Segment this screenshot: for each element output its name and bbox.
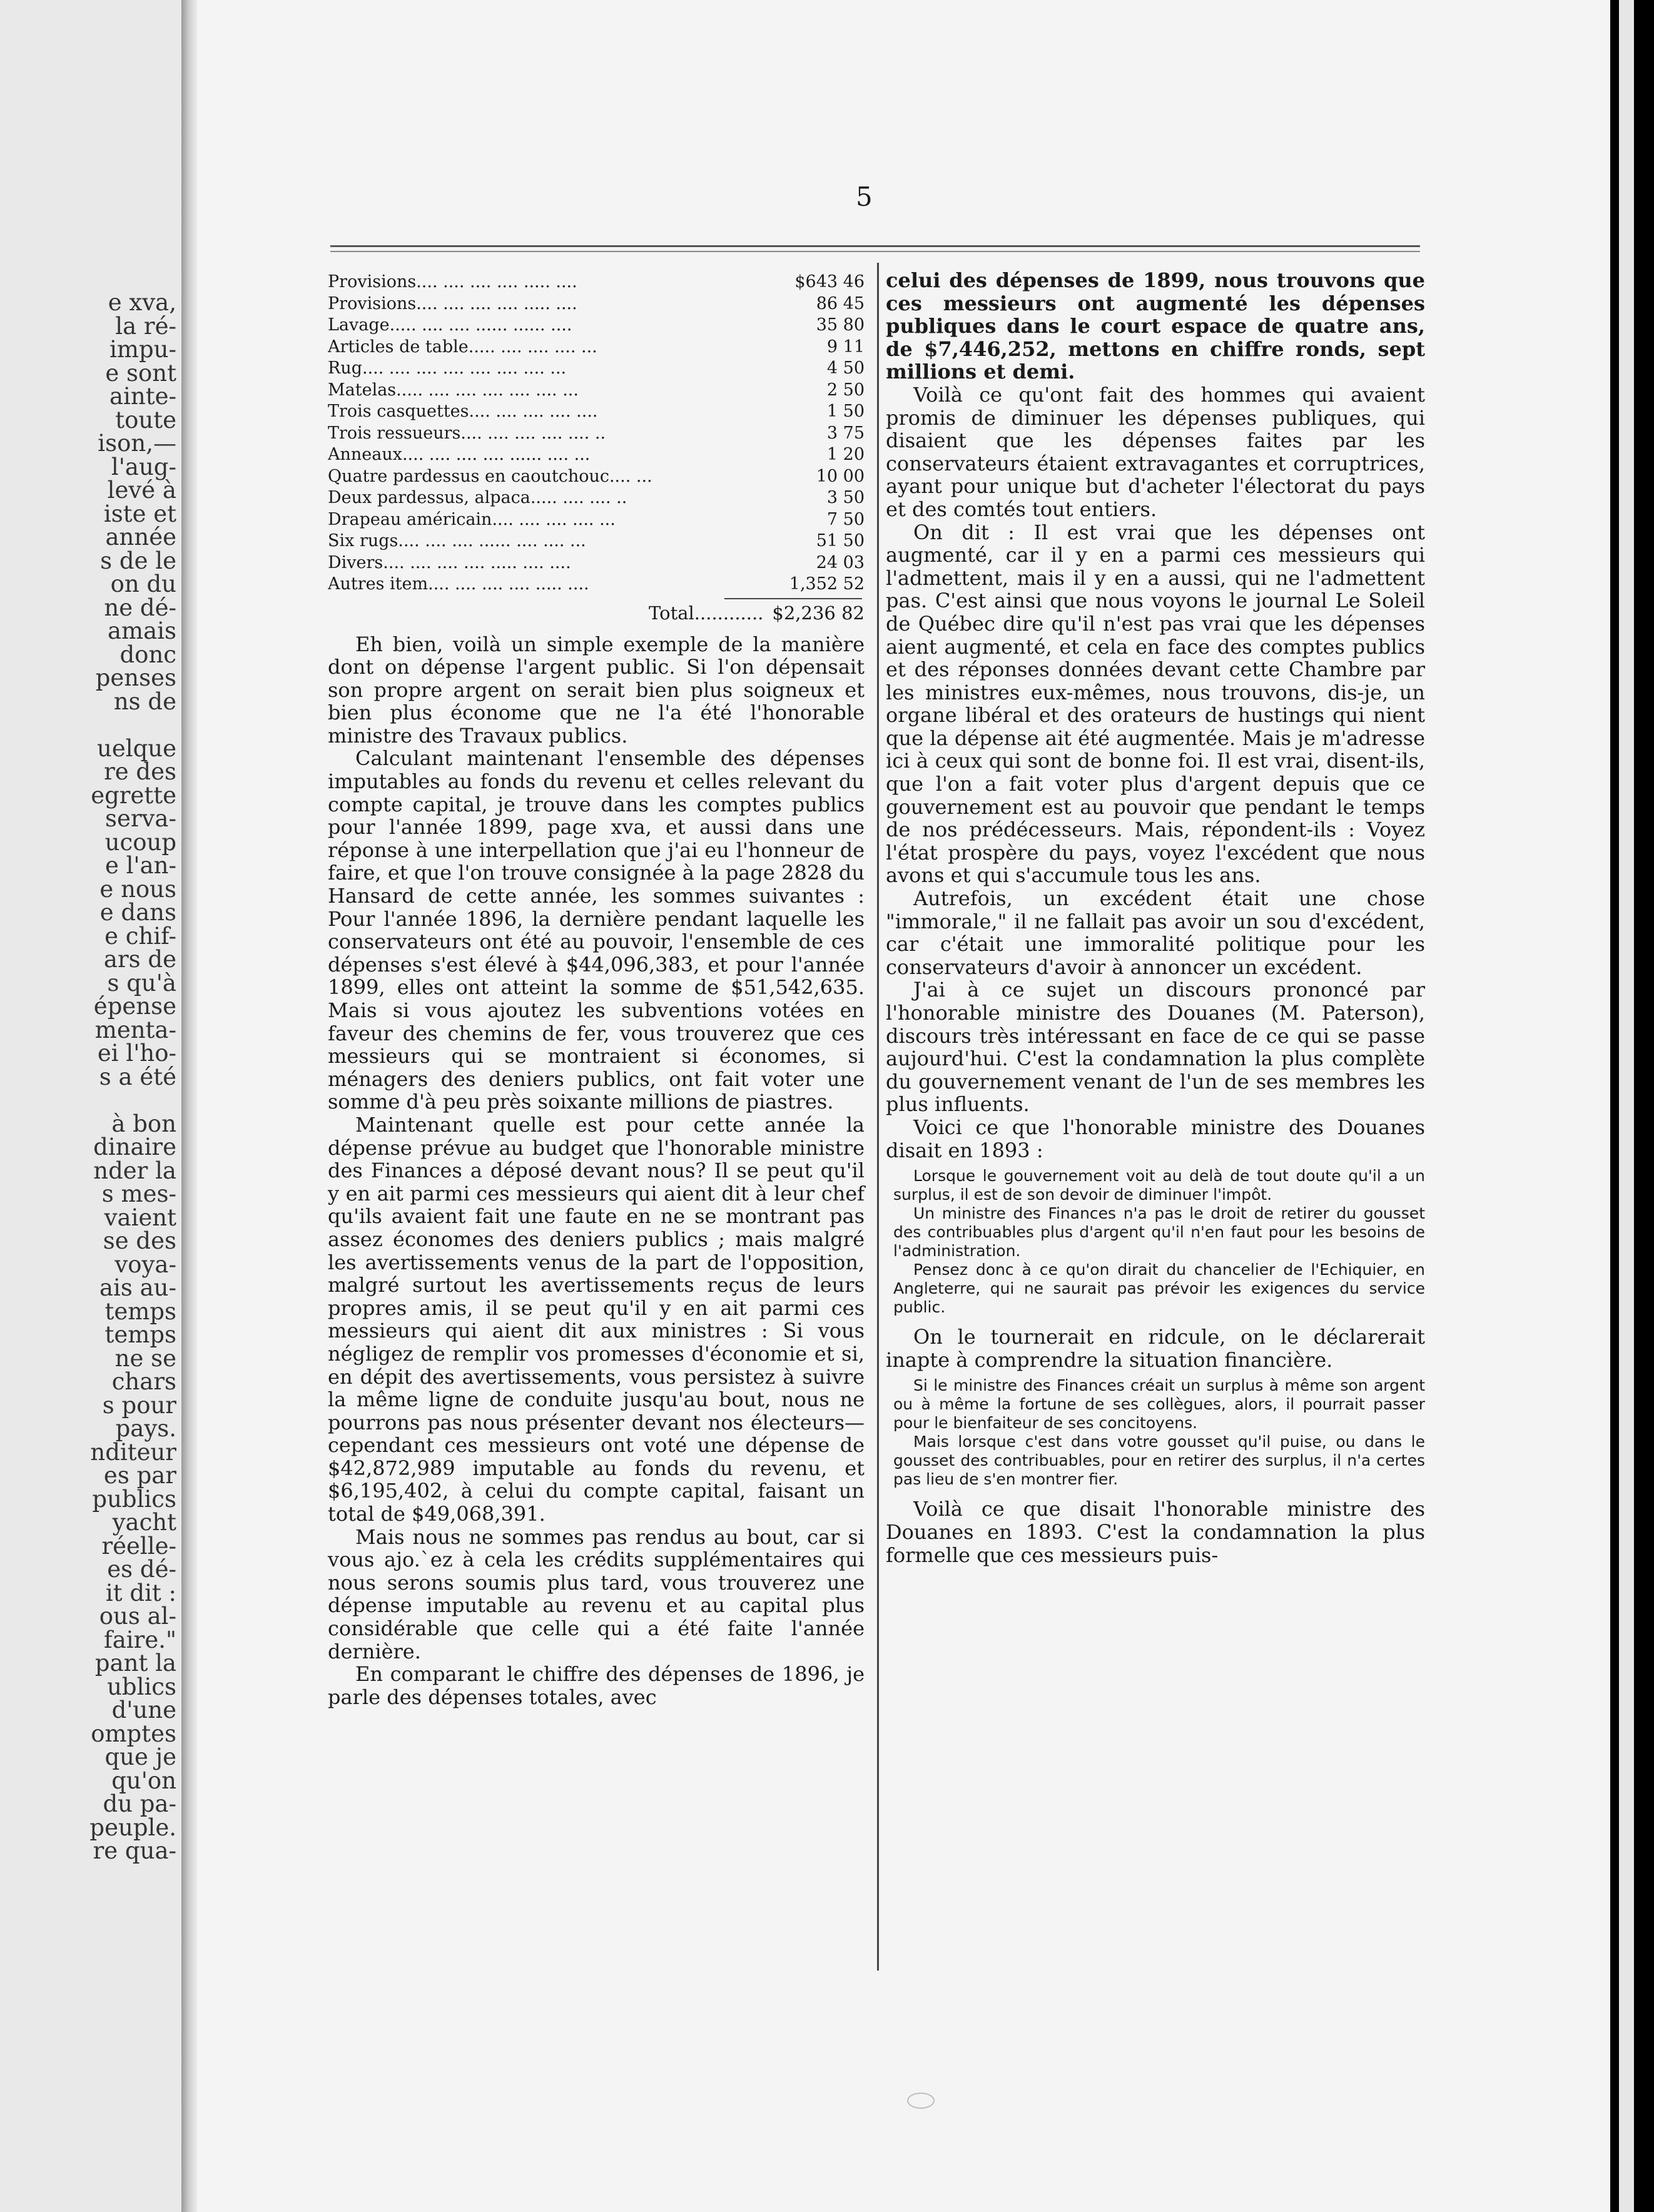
paragraph: Autrefois, un excédent était une chose "immorale," il ne fallait pas avoir un sou d'excédent, car c'était une immoralité politique pour les conservateurs d'avoir à annoncer un excédent. bbox=[886, 886, 1425, 979]
fragment-line: nder la bbox=[93, 1157, 176, 1184]
fragment-line bbox=[89, 1088, 176, 1112]
ledger-amount: 1 20 bbox=[826, 445, 865, 464]
fragment-line: pays. bbox=[115, 1415, 176, 1442]
fragment-line: épense bbox=[93, 993, 176, 1020]
fragment-line: ublics bbox=[107, 1673, 176, 1700]
ledger-item: Lavage..... .... .... ...... ...... .... bbox=[328, 315, 572, 335]
ledger-row bbox=[328, 444, 865, 466]
fragment-line: à bon bbox=[111, 1110, 176, 1137]
quote-line: Si le ministre des Finances créait un surplus à même son argent ou à même la fortune de ses collègues, alors, il pourrait passer pour le bienfaiteur de ses concitoyens. bbox=[893, 1376, 1425, 1433]
scan-border bbox=[1610, 0, 1654, 2212]
ledger-total-amount: $2,236 82 bbox=[772, 602, 865, 624]
ledger-item: Articles de table..... .... .... .... ... bbox=[328, 337, 597, 357]
ledger-amount: 9 11 bbox=[826, 337, 865, 357]
ledger-amount: 2 50 bbox=[826, 380, 865, 400]
quote-line: Un ministre des Finances n'a pas le droit de retirer du gousset des contribuables plus d'argent qu'il n'en faut pour les besoins de l'administration. bbox=[893, 1204, 1425, 1261]
fragment-line: serva- bbox=[104, 805, 176, 832]
fragment-line: nditeur bbox=[90, 1438, 176, 1466]
scan-artifact bbox=[907, 2093, 935, 2109]
fragment-line: publics bbox=[92, 1485, 176, 1513]
fragment-line: vaient bbox=[104, 1204, 176, 1231]
ledger-row bbox=[328, 358, 865, 380]
column-divider bbox=[877, 263, 879, 1971]
ledger-item: Deux pardessus, alpaca..... .... .... .. bbox=[328, 488, 627, 507]
fragment-line: faire." bbox=[104, 1626, 176, 1653]
ledger-amount: 1,352 52 bbox=[789, 574, 865, 594]
ledger-item: Trois casquettes.... .... .... .... .... bbox=[328, 402, 598, 421]
fragment-line: uelque bbox=[97, 734, 176, 762]
fragment-line: es par bbox=[103, 1462, 176, 1489]
facing-page-text bbox=[89, 291, 176, 1863]
expense-ledger bbox=[328, 271, 865, 596]
ledger-row bbox=[328, 466, 865, 488]
ledger-item: Quatre pardessus en caoutchouc.... ... bbox=[328, 466, 652, 486]
book-gutter bbox=[181, 0, 198, 2212]
ledger-item: Drapeau américain.... .... .... .... ... bbox=[328, 509, 616, 529]
fragment-line: e nous bbox=[99, 875, 176, 903]
ledger-amount: 86 45 bbox=[816, 293, 865, 313]
ledger-item: Rug.... .... .... .... .... .... .... ... bbox=[328, 358, 567, 378]
ledger-amount: $643 46 bbox=[794, 272, 865, 292]
ledger-amount: 1 50 bbox=[826, 402, 865, 421]
ledger-amount: 3 50 bbox=[826, 488, 865, 507]
ledger-amount: 7 50 bbox=[826, 509, 865, 529]
ledger-amount: 35 80 bbox=[816, 315, 865, 335]
facing-page-fragment bbox=[0, 0, 181, 2212]
ledger-amount: 3 75 bbox=[826, 423, 865, 443]
fragment-line: iste et bbox=[103, 500, 176, 527]
ledger-total-rule bbox=[724, 598, 862, 599]
fragment-line: année bbox=[105, 524, 176, 550]
fragment-line: l'aug- bbox=[111, 453, 176, 480]
fragment-line: e chif- bbox=[104, 922, 176, 950]
fragment-line: temps bbox=[104, 1297, 176, 1325]
fragment-line: se des bbox=[103, 1227, 176, 1254]
ledger-item: Anneaux.... .... .... .... ...... .... ... bbox=[328, 445, 591, 464]
fragment-line: egrette bbox=[91, 781, 176, 809]
ledger-amount: 4 50 bbox=[826, 358, 865, 378]
fragment-line: penses bbox=[95, 664, 176, 691]
fragment-line: dinaire bbox=[93, 1134, 176, 1160]
ledger-row bbox=[328, 380, 865, 402]
fragment-line: levé à bbox=[107, 477, 176, 504]
fragment-line: on du bbox=[110, 571, 176, 597]
ledger-total-row bbox=[328, 602, 865, 624]
fragment-line: réelle- bbox=[101, 1532, 176, 1560]
ledger-row bbox=[328, 509, 865, 531]
paragraph: celui des dépenses de 1899, nous trouvons que ces messieurs ont augmenté les dépenses publiques dans le court espace de quatre ans, de $7,446,252, mettons en chiffre ronds, sept millions et demi. bbox=[886, 268, 1425, 384]
fragment-line: toute bbox=[115, 406, 176, 434]
ledger-row bbox=[328, 423, 865, 445]
fragment-line: qu'on bbox=[111, 1767, 176, 1794]
fragment-line: it dit : bbox=[105, 1579, 176, 1606]
quote-line: Pensez donc à ce qu'on dirait du chancelier de l'Echiquier, en Angleterre, qui ne saurait pas prévoir les exigences du service public. bbox=[893, 1261, 1425, 1317]
paragraph: J'ai à ce sujet un discours prononcé par l'honorable ministre des Douanes (M. Paterson), discours très intéressant en face de ce qui se passe aujourd'hui. C'est la condamnation la plus complète du gouvernement venant de l'un de ses membres les plus influents. bbox=[886, 978, 1425, 1117]
fragment-line: s a été bbox=[99, 1063, 176, 1090]
fragment-line: s pour bbox=[102, 1391, 176, 1419]
paragraph: Voici ce que l'honorable ministre des Douanes disait en 1893 : bbox=[886, 1115, 1425, 1162]
fragment-line: e sont bbox=[105, 359, 176, 387]
ledger-row bbox=[328, 315, 865, 337]
ledger-item: Autres item.... .... .... .... ..... .... bbox=[328, 574, 589, 594]
ledger-row bbox=[328, 337, 865, 358]
next-page-edge bbox=[1619, 0, 1634, 2212]
fragment-line: ainte- bbox=[109, 383, 176, 410]
fragment-line: ars de bbox=[103, 946, 176, 973]
quote-line: Lorsque le gouvernement voit au delà de tout doute qu'il a un surplus, il est de son devoir de diminuer l'impôt. bbox=[893, 1167, 1425, 1204]
ledger-row bbox=[328, 401, 865, 423]
paragraph: Voilà ce que disait l'honorable ministre des Douanes en 1893. C'est la condamnation la plus formelle que ces messieurs puis- bbox=[886, 1497, 1425, 1567]
fragment-line: re qua- bbox=[93, 1837, 176, 1864]
fragment-line: s qu'à bbox=[107, 969, 176, 997]
fragment-line: chars bbox=[111, 1368, 176, 1395]
fragment-line: ous al- bbox=[99, 1603, 176, 1630]
ledger-amount: 51 50 bbox=[816, 531, 865, 550]
fragment-line: d'une bbox=[111, 1697, 176, 1723]
fragment-line bbox=[89, 713, 176, 737]
paragraph: On le tournerait en ridcule, on le déclarerait inapte à comprendre la situation financière. bbox=[886, 1325, 1425, 1372]
fragment-line: amais bbox=[107, 617, 176, 644]
fragment-line: temps bbox=[104, 1321, 176, 1348]
fragment-line: peuple. bbox=[89, 1814, 176, 1841]
header-rule bbox=[330, 245, 1420, 252]
paragraph: Voilà ce qu'ont fait des hommes qui avaient promis de diminuer les dépenses publiques, qui disaient que les dépenses faites par les conservateurs étaient extravagantes et corruptrices, ayant pour unique but d'acheter l'électorat du pays et des comtés tout entiers. bbox=[886, 382, 1425, 521]
block-quote bbox=[886, 1376, 1425, 1489]
ledger-row bbox=[328, 552, 865, 574]
ledger-item: Provisions.... .... .... .... ..... .... bbox=[328, 293, 577, 313]
ledger-item: Divers.... .... .... .... ..... .... .... bbox=[328, 552, 571, 572]
ledger-item: Matelas..... .... .... .... .... .... ... bbox=[328, 380, 579, 400]
fragment-line: re des bbox=[104, 758, 176, 785]
fragment-line: ais au- bbox=[99, 1274, 176, 1301]
fragment-line: ne se bbox=[114, 1344, 176, 1372]
ledger-total-label: Total............ bbox=[649, 602, 764, 624]
fragment-line: ison,— bbox=[98, 430, 176, 457]
left-column bbox=[328, 271, 865, 1708]
ledger-amount: 24 03 bbox=[816, 552, 865, 572]
fragment-line: e dans bbox=[99, 899, 176, 926]
ledger-item: Six rugs.... .... .... ...... .... .... ... bbox=[328, 531, 586, 550]
block-quote bbox=[886, 1167, 1425, 1317]
fragment-line: e l'an- bbox=[104, 852, 176, 879]
paragraph: Eh bien, voilà un simple exemple de la manière dont on dépense l'argent public. Si l'on dépensait son propre argent on serait bien plus soigneux et bien plus économe que ne l'a été l'honorable ministre des Travaux publics. bbox=[328, 632, 865, 748]
paragraph: Mais nous ne sommes pas rendus au bout, car si vous ajo.`ez à cela les crédits supplémentaires qui nous serons soumis plus tard, vous trouverez une dépense imputable au revenu et au capital plus considérable que celle qui a été faite l'année dernière. bbox=[328, 1525, 865, 1663]
ledger-row bbox=[328, 530, 865, 552]
fragment-line: pant la bbox=[94, 1650, 176, 1677]
fragment-line: donc bbox=[119, 641, 176, 668]
ledger-item: Trois ressueurs.... .... .... .... .... .. bbox=[328, 423, 606, 443]
fragment-line: menta- bbox=[94, 1016, 176, 1043]
fragment-line: la ré- bbox=[115, 312, 176, 340]
ledger-row bbox=[328, 574, 865, 596]
paragraph: Calculant maintenant l'ensemble des dépenses imputables au fonds du revenu et celles relevant du compte capital, je trouve dans les comptes publics pour l'année 1899, page xva, et aussi dans une réponse à une interpellation que j'ai eu l'honneur de faire, et que l'on trouve consignée à la page 2828 du Hansard de cette année, les sommes suivantes : Pour l'année 1896, la dernière pendant laquelle les conservateurs ont été au pouvoir, l'ensemble de ces dépenses s'est élevé à $44,096,383, et pour l'année 1899, elles ont atteint la somme de $51,542,635. Mais si vous ajoutez les subventions votées en faveur des chemins de fer, vous trouverez que ces messieurs qui se montraient si économes, si ménagers des deniers publics, ont fait voter une somme d'à peu près soixante millions de piastres. bbox=[328, 746, 865, 1114]
fragment-line: impu- bbox=[109, 336, 176, 363]
quote-line: Mais lorsque c'est dans votre gousset qu'il puise, ou dans le gousset des contribuables, pour en retirer des surplus, il n'a certes pas lieu de s'en montrer fier. bbox=[893, 1433, 1425, 1489]
fragment-line: s mes- bbox=[101, 1180, 176, 1207]
page-number: 5 bbox=[856, 181, 873, 212]
ledger-row bbox=[328, 271, 865, 293]
paragraph: Maintenant quelle est pour cette année la dépense prévue au budget que l'honorable ministre des Finances a déposé devant nous? Il se peut qu'il y en ait parmi ces messieurs qui aient dit à leur chef qu'ils avaient fait une faute en ne se montrant pas assez économes des deniers publics ; mais malgré les avertissements venus de la part de l'opposition, malgré surtout les avertissements reçus de leurs propres amis, il se peut qu'il y en ait parmi ces messieurs qui aient dit aux ministres : Si vous négligez de remplir vos promesses d'économie et si, en dépit des avertissements, vous persistez à suivre la même ligne de conduite jusqu'au bout, nous ne pourrons pas nous présenter devant nos électeurs—cependant ces messieurs ont voté une dépense de $42,872,989 imputable au fonds du revenu, et $6,195,402, à celui du compte capital, faisant un total de $49,068,391. bbox=[328, 1112, 865, 1526]
ledger-item: Provisions.... .... .... .... ..... .... bbox=[328, 272, 577, 292]
fragment-line: ns de bbox=[113, 687, 176, 715]
paragraph: On dit : Il est vrai que les dépenses ont augmenté, car il y en a parmi ces messieurs qui l'admettent, mais il y en a aussi, qui ne l'admettent pas. C'est ainsi que nous voyons le journal Le Soleil de Québec dire qu'il n'est pas vrai que les dépenses aient augmenté, et cela en face des comptes publics et des réponses données devant cette Chambre par les ministres eux-mêmes, nous trouvons, dis-je, un organe libéral et des orateurs de hustings qui nient que la dépense ait été augmentée. Mais je m'adresse ici à ceux qui sont de bonne foi. Il est vrai, disent-ils, que l'on a fait voter plus d'argent depuis que ce gouvernement est au pouvoir que pendant le temps de nos prédécesseurs. Mais, répondent-ils : Voyez l'état prospère du pays, voyez l'excédent que nous avons et qui s'accumule tous les ans. bbox=[886, 520, 1425, 888]
paragraph: En comparant le chiffre des dépenses de 1896, je parle des dépenses totales, avec bbox=[328, 1662, 865, 1709]
ledger-amount: 10 00 bbox=[816, 466, 865, 486]
fragment-line: omptes bbox=[91, 1720, 176, 1747]
ledger-row bbox=[328, 293, 865, 315]
fragment-line: ei l'ho- bbox=[97, 1040, 176, 1067]
fragment-line: e xva, bbox=[108, 289, 176, 316]
fragment-line: es dé- bbox=[107, 1556, 176, 1583]
ledger-row bbox=[328, 487, 865, 509]
fragment-line: ne dé- bbox=[104, 594, 176, 621]
right-column bbox=[886, 269, 1425, 1566]
fragment-line: yacht bbox=[112, 1509, 176, 1536]
fragment-line: que je bbox=[104, 1743, 176, 1770]
fragment-line: du pa- bbox=[103, 1790, 176, 1817]
fragment-line: voya- bbox=[114, 1251, 176, 1278]
fragment-line: s de le bbox=[100, 547, 176, 574]
fragment-line: ucoup bbox=[104, 828, 176, 856]
